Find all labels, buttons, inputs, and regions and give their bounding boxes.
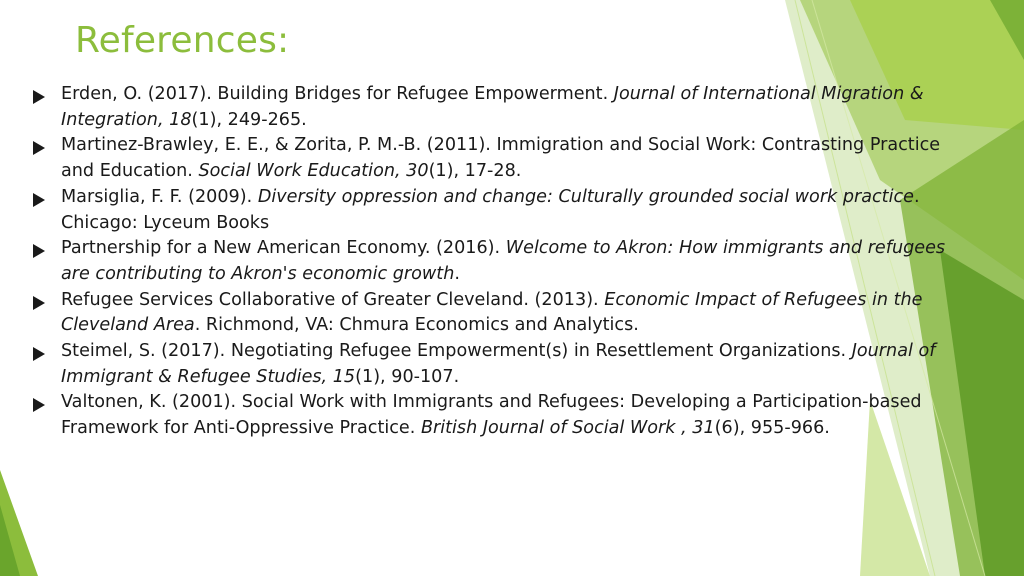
reference-source: Economic Impact of Refugees in the Cleveland Area — [61, 289, 929, 336]
reference-text: Steimel, S. (2017). Negotiating Refugee Empowerment(s) in Resettlement Organizations. — [61, 341, 852, 362]
reference-source: Journal of International Migration & Integration, 18 — [61, 84, 930, 130]
play-triangle-icon — [33, 244, 45, 258]
reference-text: . — [454, 263, 460, 284]
play-triangle-icon — [33, 347, 45, 361]
play-triangle-icon — [33, 141, 45, 155]
slide-title: References: — [75, 20, 290, 61]
reference-item — [33, 82, 948, 133]
reference-text: (6), 955-966. — [714, 418, 830, 439]
reference-item — [33, 339, 948, 390]
reference-item — [33, 288, 948, 339]
reference-text: (1), 249-265. — [191, 109, 307, 130]
play-triangle-icon — [33, 296, 45, 310]
reference-text: (1), 90-107. — [355, 366, 460, 387]
play-triangle-icon — [33, 398, 45, 412]
reference-text: (1), 17-28. — [428, 161, 522, 182]
play-triangle-icon — [33, 193, 45, 207]
reference-source: Social Work Education, 30 — [198, 161, 429, 182]
reference-item — [33, 133, 948, 184]
reference-item — [33, 185, 948, 236]
reference-text: Erden, O. (2017). Building Bridges for Refugee Empowerment. — [61, 84, 614, 104]
reference-text: Valtonen, K. (2001). Social Work with Immigrants and Refugees: Developing a Participation-based Framework for Anti-Oppressive Practice. — [61, 392, 928, 439]
play-triangle-icon — [33, 90, 45, 104]
reference-text: . Chicago: Lyceum Books — [61, 186, 926, 233]
reference-text: Partnership for a New American Economy. (2016). — [61, 238, 506, 259]
reference-source: British Journal of Social Work , 31 — [420, 418, 715, 439]
reference-text: . Richmond, VA: Chmura Economics and Analytics. — [194, 315, 639, 336]
reference-item — [33, 390, 948, 441]
reference-source: Journal of Immigrant & Refugee Studies, 15 — [61, 341, 942, 387]
reference-text: Martinez-Brawley, E. E., & Zorita, P. M.-B. (2011). Immigration and Social Work: Contrasting Practice and Education. — [61, 135, 946, 182]
reference-text: Marsiglia, F. F. (2009). — [61, 186, 258, 207]
reference-text: Refugee Services Collaborative of Greater Cleveland. (2013). — [61, 289, 605, 310]
reference-list — [33, 82, 951, 442]
reference-source: Diversity oppression and change: Culturally grounded social work practice — [257, 186, 914, 207]
reference-item — [33, 236, 951, 287]
reference-source: Welcome to Akron: How immigrants and refugees are contributing to Akron's economic growth — [61, 238, 951, 284]
